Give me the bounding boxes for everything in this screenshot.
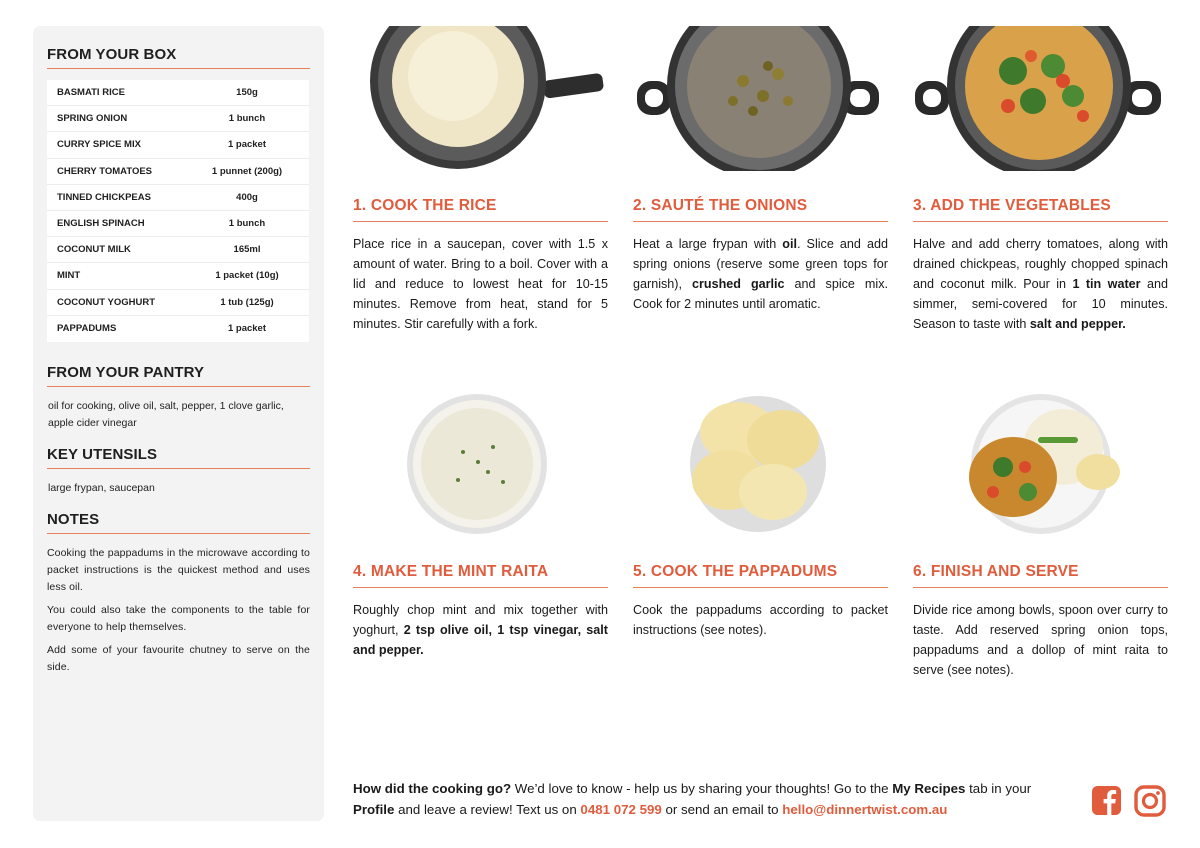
step-text: Halve and add cherry tomatoes, along with drained chickpeas, roughly chopped spinach and coconut milk. Pour in — [913, 237, 1168, 291]
ingredient-name: ENGLISH SPINACH — [57, 218, 145, 230]
step-text: . Slice and add spring onions (reserve some green tops for garnish), — [633, 237, 888, 291]
footer-text-1: We’d love to know - help us by sharing your thoughts! Go to the — [511, 781, 893, 796]
ingredient-quantity: 1 packet (10g) — [215, 270, 279, 282]
facebook-icon[interactable] — [1091, 785, 1122, 821]
ingredient-name: MINT — [57, 270, 81, 282]
table-row — [47, 159, 309, 185]
step-emphasis: salt and pepper. — [1029, 317, 1126, 331]
step-text: Roughly chop mint and mix together with yoghurt, — [353, 603, 608, 637]
ingredient-quantity: 1 bunch — [228, 113, 266, 125]
step-text: Cook the pappadums according to packet instructions (see notes). — [633, 603, 888, 637]
step-text: and simmer, semi-covered for 10 minutes. Season to taste with — [913, 277, 1168, 331]
step-emphasis: oil — [782, 237, 797, 251]
table-row — [47, 80, 309, 106]
step-text: and spice mix. Cook for 2 minutes until aromatic. — [633, 277, 888, 311]
instagram-icon[interactable] — [1134, 785, 1166, 822]
my-recipes-link[interactable]: My Recipes — [892, 781, 966, 796]
box-heading: FROM YOUR BOX — [47, 46, 310, 69]
phone-number[interactable]: 0481 072 599 — [580, 802, 662, 817]
finished-dish-image — [913, 392, 1168, 537]
step-4 — [353, 392, 608, 660]
step-6 — [913, 392, 1168, 680]
ingredient-name: COCONUT MILK — [57, 244, 131, 256]
mint-raita-image — [353, 392, 608, 537]
table-row — [47, 263, 309, 289]
step-title: 4. MAKE THE MINT RAITA — [353, 563, 608, 588]
step-instructions — [633, 600, 888, 640]
ingredient-name: BASMATI RICE — [57, 87, 125, 99]
step-instructions — [913, 234, 1168, 334]
step-title: 6. FINISH AND SERVE — [913, 563, 1168, 588]
onion-frypan-image — [633, 26, 888, 171]
ingredient-quantity: 400g — [236, 191, 258, 203]
step-instructions — [353, 234, 608, 334]
ingredients-sidebar — [33, 26, 324, 821]
box-ingredients-table — [47, 80, 309, 342]
feedback-question: How did the cooking go? — [353, 781, 512, 796]
rice-pot-image — [353, 26, 608, 171]
table-row — [47, 211, 309, 237]
step-instructions — [913, 600, 1168, 680]
feedback-footer — [353, 778, 1073, 820]
step-emphasis: 2 tsp olive oil, 1 tsp vinegar, salt and pepper. — [353, 623, 608, 657]
ingredient-quantity: 1 packet — [227, 323, 267, 335]
step-1 — [353, 26, 608, 334]
profile-link[interactable]: Profile — [353, 802, 395, 817]
pappadums-image — [633, 392, 888, 537]
table-row — [47, 106, 309, 132]
ingredient-name: TINNED CHICKPEAS — [57, 191, 151, 203]
step-text: Divide rice among bowls, spoon over curry to taste. Add reserved spring onion tops, pappadums and a dollop of mint raita to serve (see notes). — [913, 603, 1168, 677]
table-row — [47, 132, 309, 158]
step-text: Place rice in a saucepan, cover with 1.5 x amount of water. Bring to a boil. Cover with a lid and reduce to lowest heat for 10-15 minutes. Remove from heat, stand for 5 minutes. Stir carefully with a fork. — [353, 237, 608, 331]
step-text: Heat a large frypan with — [633, 237, 783, 251]
ingredient-quantity: 1 bunch — [228, 218, 266, 230]
step-instructions — [633, 234, 888, 314]
note-3: Add some of your favourite chutney to serve on the side. — [47, 643, 310, 673]
step-title: 1. COOK THE RICE — [353, 197, 608, 222]
ingredient-quantity: 1 packet — [227, 139, 267, 151]
ingredient-quantity: 165ml — [233, 244, 261, 256]
step-emphasis: 1 tin water — [1072, 277, 1141, 291]
step-title: 3. ADD THE VEGETABLES — [913, 197, 1168, 222]
step-instructions — [353, 600, 608, 660]
step-2 — [633, 26, 888, 314]
ingredient-name: CURRY SPICE MIX — [57, 139, 141, 151]
step-5 — [633, 392, 888, 640]
utensils-text: large frypan, saucepan — [48, 481, 155, 494]
ingredient-name: COCONUT YOGHURT — [57, 296, 155, 308]
table-row — [47, 290, 309, 316]
table-row — [47, 316, 309, 342]
ingredient-quantity: 1 punnet (200g) — [211, 165, 283, 177]
table-row — [47, 185, 309, 211]
step-3 — [913, 26, 1168, 334]
table-row — [47, 237, 309, 263]
step-title: 2. SAUTÉ THE ONIONS — [633, 197, 888, 222]
pantry-heading: FROM YOUR PANTRY — [47, 364, 310, 387]
footer-text-4: or send an email to — [661, 802, 783, 817]
step-title: 5. COOK THE PAPPADUMS — [633, 563, 888, 588]
ingredient-name: PAPPADUMS — [57, 323, 117, 335]
footer-text-3: and leave a review! Text us on — [394, 802, 581, 817]
vegetables-frypan-image — [913, 26, 1168, 171]
footer-text-2: tab in your — [965, 781, 1032, 796]
ingredient-name: SPRING ONION — [57, 113, 128, 125]
ingredient-name: CHERRY TOMATOES — [57, 165, 153, 177]
note-2: You could also take the components to the table for everyone to help themselves. — [47, 603, 310, 633]
email-link[interactable]: hello@dinnertwist.com.au — [782, 802, 948, 817]
pantry-text: oil for cooking, olive oil, salt, pepper, 1 clove garlic, apple cider vinegar — [48, 399, 284, 429]
ingredient-quantity: 150g — [236, 87, 258, 99]
note-1: Cooking the pappadums in the microwave according to packet instructions is the quickest method and uses less oil. — [47, 546, 310, 593]
notes-heading: NOTES — [47, 511, 310, 534]
utensils-heading: KEY UTENSILS — [47, 446, 310, 469]
ingredient-quantity: 1 tub (125g) — [220, 296, 274, 308]
step-emphasis: crushed garlic — [691, 277, 785, 291]
